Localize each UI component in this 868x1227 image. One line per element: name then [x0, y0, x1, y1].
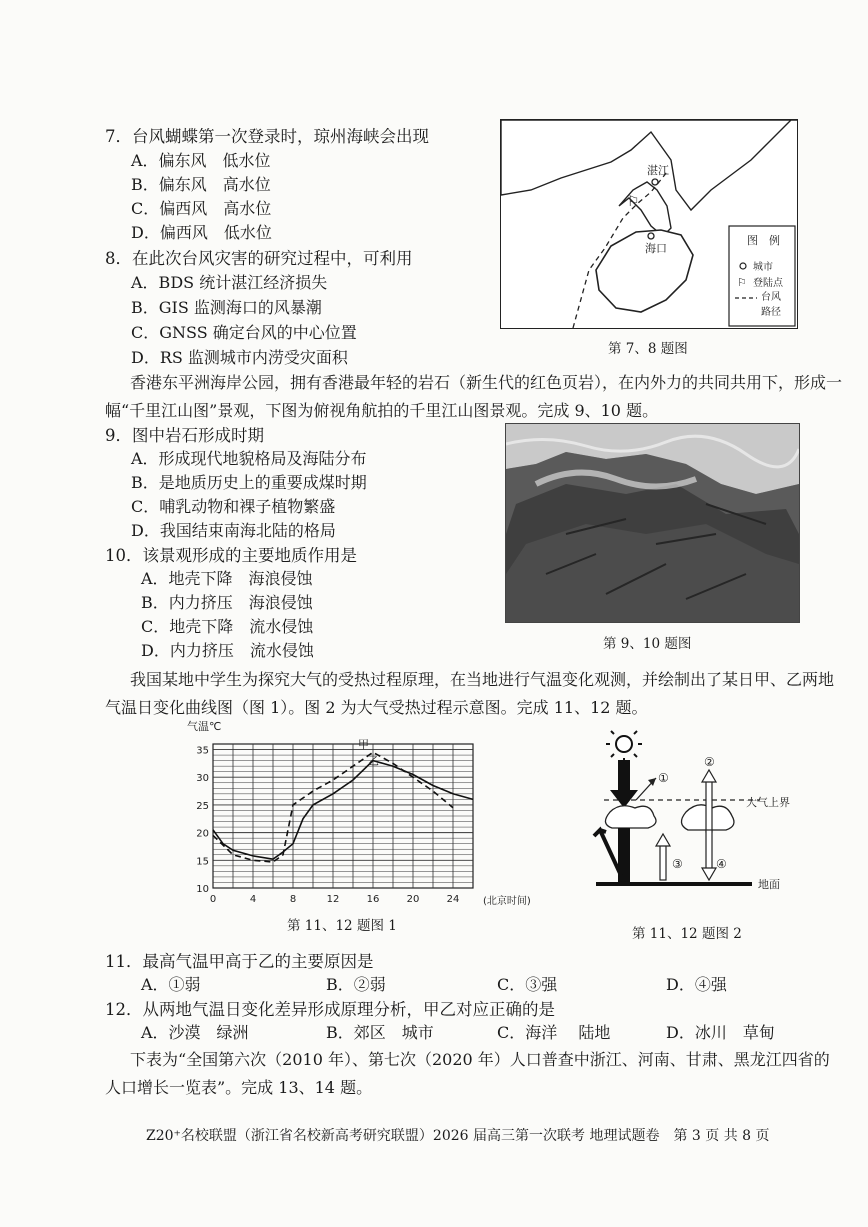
q11-stem: 11．最高气温甲高于乙的主要原因是 [105, 952, 374, 971]
q9-option-a: A．形成现代地貌格局及海陆分布 [131, 449, 367, 468]
chart-y-tick: 30 [196, 773, 209, 785]
ground-label: 地面 [758, 878, 780, 890]
solar-radiation-arrow [610, 760, 638, 808]
arrow-3-body [660, 844, 666, 880]
q9-option-b: B．是地质历史上的重要成煤时期 [131, 473, 367, 492]
figure2-caption: 第 11、12 题图 2 [632, 926, 742, 942]
chart-label-yi: 乙 [368, 754, 379, 768]
chart-label-jia: 甲 [358, 737, 369, 751]
q8-option-c: C．GNSS 确定台风的中心位置 [131, 323, 357, 342]
city-zhanjiang: 湛江 [647, 164, 669, 177]
passage-13-14: 下表为“全国第六次（2010 年）、第七次（2020 年）人口普查中浙江、河南、甘肃、黑龙江四省的人口增长一览表”。完成 13、14 题。 [105, 1050, 830, 1097]
q10-option-d: D．内力挤压 流水侵蚀 [141, 641, 314, 660]
chart-y-tick: 35 [196, 745, 209, 757]
q12-option-b: B．郊区 城市 [326, 1023, 434, 1042]
legend-route-2: 路径 [761, 307, 781, 318]
arrow-4-body [706, 830, 712, 870]
typhoon-map [500, 119, 798, 329]
aerial-photo-drawing [506, 424, 799, 622]
legend-city: 城市 [753, 262, 773, 273]
chart-x-tick: 4 [249, 894, 257, 905]
passage-9-10: 香港东平洲海岸公园，拥有香港最年轻的岩石（新生代的红色页岩），在内外力的共同共用下，形成一幅“千里江山图”景观，下图为俯视角航拍的千里江山图景观。完成 9、10 题。 [105, 373, 843, 420]
temperature-chart [185, 716, 555, 916]
page-footer: Z20⁺名校联盟（浙江省名校新高考研究联盟）2026 届高三第一次联考 地理试题卷 第 3 页 共 8 页 [146, 1128, 770, 1144]
q7-option-c: C．偏西风 高水位 [131, 199, 272, 218]
outgoing-arrow [706, 780, 712, 832]
q8-option-d: D．RS 监测城市内涝受灾面积 [131, 348, 348, 367]
q12-option-d: D．冰川 草甸 [666, 1023, 775, 1042]
q9-option-c: C．哺乳动物和裸子植物繁盛 [131, 497, 336, 516]
label-2: ② [704, 755, 715, 769]
legend-city-icon [740, 263, 746, 269]
passage-11-12: 我国某地中学生为探究大气的受热过程原理，在当地进行气温变化观测，并绘制出了某日甲、乙两地气温日变化曲线图（图 1）。图 2 为大气受热过程示意图。完成 11、12 题。 [105, 670, 835, 717]
aerial-photo [505, 423, 800, 623]
chart-series-yi [213, 761, 473, 860]
q10-option-c: C．地壳下降 流水侵蚀 [141, 617, 314, 636]
chart-x-tick: 16 [366, 894, 380, 905]
q7-option-a: A．偏东风 低水位 [131, 151, 271, 170]
q12-stem: 12．从两地气温日变化差异形成原理分析，甲乙对应正确的是 [105, 1000, 555, 1019]
chart-y-tick: 10 [196, 884, 209, 895]
city-haikou: 海口 [645, 242, 667, 255]
q8-option-b: B．GIS 监测海口的风暴潮 [131, 298, 322, 317]
q10-option-b: B．内力挤压 海浪侵蚀 [141, 593, 313, 612]
q8-option-a: A．BDS 统计湛江经济损失 [131, 273, 328, 292]
chart-y-tick: 25 [196, 800, 209, 812]
chart-ylabel: 气温℃ [187, 720, 222, 733]
chart-x-tick: 24 [446, 894, 460, 905]
chart-y-tick: 15 [196, 856, 209, 868]
q10-stem: 10．该景观形成的主要地质作用是 [105, 546, 357, 565]
haikou-city-icon [648, 233, 654, 239]
q7-option-d: D．偏西风 低水位 [131, 223, 272, 242]
q10-option-a: A．地壳下降 海浪侵蚀 [141, 569, 313, 588]
q11-option-b: B．②弱 [326, 975, 386, 994]
label-1: ① [658, 771, 669, 785]
q11-option-c: C．③强 [497, 975, 558, 994]
heating-diagram [560, 730, 800, 890]
q7-option-b: B．偏东风 高水位 [131, 175, 271, 194]
legend-landing: 登陆点 [753, 278, 783, 289]
q9-option-d: D．我国结束南海北陆的格局 [131, 521, 336, 540]
typhoon-map-drawing [501, 120, 797, 328]
chart-xlabel: (北京时间) [483, 896, 531, 907]
legend-title: 图 例 [747, 234, 780, 247]
q11-option-a: A．①弱 [141, 975, 201, 994]
legend-landing-icon: ⚐ [737, 276, 747, 289]
photo-caption: 第 9、10 题图 [603, 636, 692, 652]
zhanjiang-city-icon [652, 179, 658, 185]
map-caption: 第 7、8 题图 [608, 341, 688, 357]
chart-x-tick: 0 [209, 894, 217, 905]
landing-point-icon: ⚐ [627, 194, 640, 210]
chart-x-tick: 8 [289, 894, 297, 905]
q12-option-c: C．海洋 陆地 [497, 1023, 611, 1042]
sun-icon [606, 730, 642, 762]
figure1-caption: 第 11、12 题图 1 [287, 918, 397, 934]
cloud-left [605, 806, 656, 828]
temperature-chart-svg [185, 716, 555, 916]
chart-x-tick: 12 [326, 894, 340, 905]
atmosphere-top-label: 大气上界 [746, 796, 790, 809]
chart-y-tick: 20 [196, 828, 209, 840]
label-3: ③ [672, 857, 683, 871]
heating-diagram-svg [560, 730, 800, 890]
label-4: ④ [716, 857, 727, 871]
q12-option-a: A．沙漠 绿洲 [141, 1023, 249, 1042]
chart-x-tick: 20 [406, 894, 420, 905]
legend-route-1: 台风 [761, 292, 781, 303]
q8-stem: 8．在此次台风灾害的研究过程中，可利用 [105, 249, 413, 268]
q7-stem: 7．台风蝴蝶第一次登录时，琼州海峡会出现 [105, 127, 429, 146]
q11-option-d: D．④强 [666, 975, 727, 994]
q9-stem: 9．图中岩石形成时期 [105, 426, 264, 445]
